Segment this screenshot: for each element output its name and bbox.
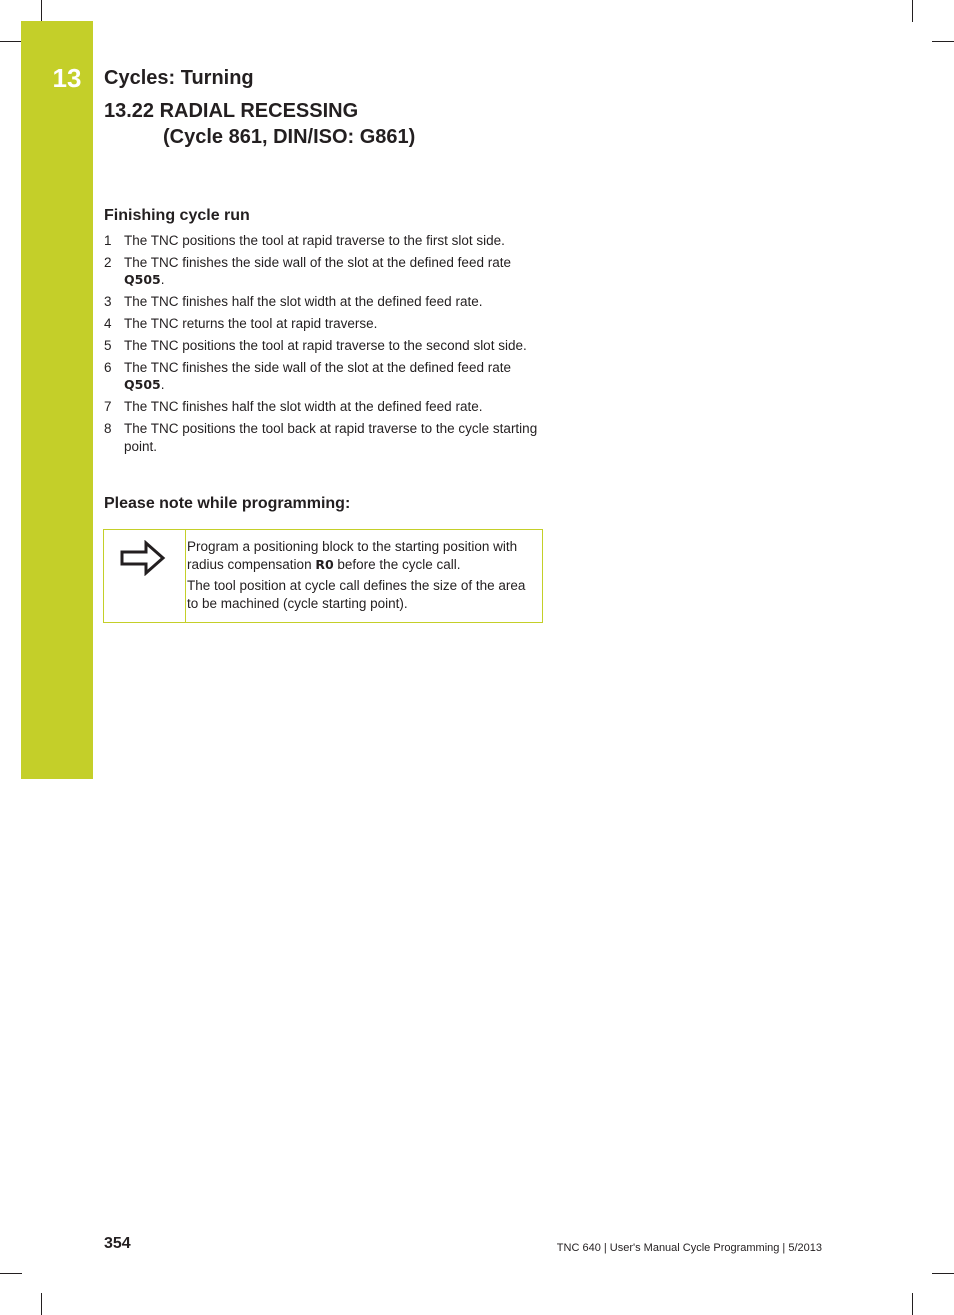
list-item: 2 The TNC finishes the side wall of the slot at the defined feed rate Q505. bbox=[104, 254, 511, 288]
crop-mark bbox=[932, 1273, 954, 1274]
crop-mark bbox=[41, 0, 42, 22]
note-divider bbox=[185, 530, 186, 622]
page-number: 354 bbox=[104, 1235, 131, 1252]
list-item: 6 The TNC finishes the side wall of the slot at the defined feed rate Q505. bbox=[104, 359, 511, 393]
crop-mark bbox=[932, 41, 954, 42]
list-item: 3 The TNC finishes half the slot width at the defined feed rate. bbox=[104, 294, 483, 310]
chapter-title: Cycles: Turning bbox=[104, 67, 254, 89]
list-item: 4 The TNC returns the tool at rapid traverse. bbox=[104, 316, 378, 332]
list-item: 5 The TNC positions the tool at rapid traverse to the second slot side. bbox=[104, 338, 527, 354]
chapter-tab bbox=[21, 21, 93, 779]
footer-text: TNC 640 | User's Manual Cycle Programming | 5/2013 bbox=[556, 1242, 822, 1254]
param-code: Q505 bbox=[124, 377, 161, 393]
note-paragraph: Program a positioning block to the starting position with radius compensation R0 before the cycle call. bbox=[187, 539, 518, 572]
chapter-number: 13 bbox=[52, 63, 82, 93]
crop-mark bbox=[41, 1293, 42, 1315]
note-text bbox=[187, 538, 532, 616]
list-item: 1 The TNC positions the tool at rapid traverse to the first slot side. bbox=[104, 233, 505, 248]
crop-mark bbox=[0, 41, 22, 42]
note-heading: Please note while programming: bbox=[104, 495, 351, 512]
note-paragraph: The tool position at cycle call defines the size of the area to be machined (cycle starting point). bbox=[187, 578, 526, 611]
finishing-heading: Finishing cycle run bbox=[104, 207, 250, 224]
section-title bbox=[104, 98, 415, 150]
section-title-line2: (Cycle 861, DIN/ISO: G861) bbox=[163, 126, 416, 148]
note-box bbox=[103, 529, 543, 623]
param-code: R0 bbox=[315, 556, 334, 572]
crop-mark bbox=[912, 0, 913, 22]
section-title-line1: 13.22 RADIAL RECESSING bbox=[104, 100, 359, 122]
crop-mark bbox=[0, 1273, 22, 1274]
list-item: 8 The TNC positions the tool back at rapid traverse to the cycle starting point. bbox=[104, 421, 538, 454]
arrow-right-icon bbox=[120, 540, 166, 576]
param-code: Q505 bbox=[124, 272, 161, 288]
list-item: 7 The TNC finishes half the slot width at the defined feed rate. bbox=[104, 399, 483, 415]
crop-mark bbox=[912, 1293, 913, 1315]
finishing-steps-list bbox=[104, 232, 544, 460]
